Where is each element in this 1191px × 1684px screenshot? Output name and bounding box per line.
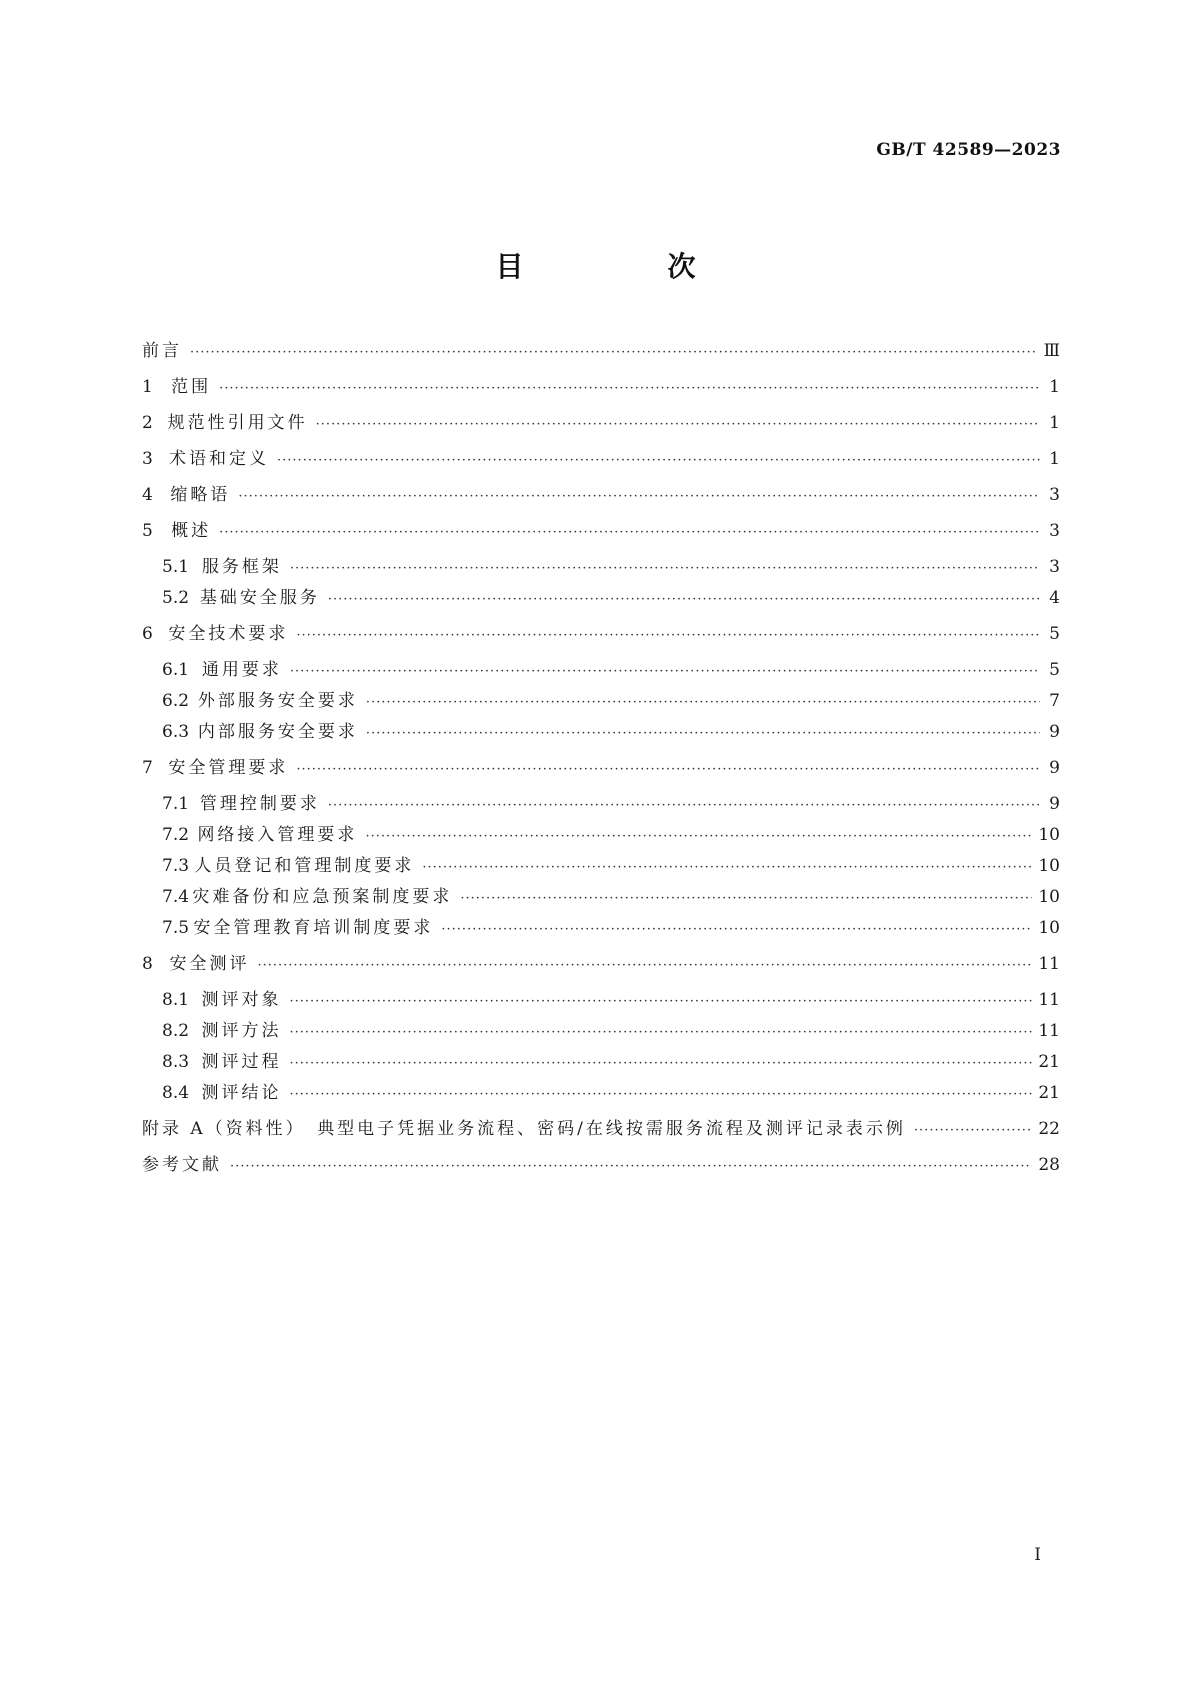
toc-entry-page: 11 <box>1038 1021 1060 1041</box>
toc-entry-number: 5 <box>142 521 153 541</box>
toc-entry-number: 2 <box>142 413 153 433</box>
toc-dot-leader <box>289 1084 1032 1106</box>
page-number: I <box>1034 1545 1041 1565</box>
toc-entry-page: 10 <box>1038 918 1060 938</box>
toc-entry-page: 9 <box>1049 758 1060 778</box>
toc-entry-page: 10 <box>1038 856 1060 876</box>
toc-entry[interactable] <box>142 886 1060 910</box>
toc-entry-page: 11 <box>1038 990 1060 1010</box>
toc-entry-label: 测评方法 <box>201 1021 282 1041</box>
toc-entry[interactable] <box>142 953 1060 977</box>
toc-entry-label: 安全测评 <box>169 954 250 974</box>
toc-entry-label: 基础安全服务 <box>199 588 320 608</box>
toc-entry-label: 范围 <box>171 377 212 397</box>
toc-entry-label: 缩略语 <box>170 485 231 505</box>
toc-dot-leader <box>328 589 1040 611</box>
toc-entry-page: 1 <box>1049 413 1060 433</box>
toc-entry-page: 10 <box>1038 825 1060 845</box>
toc-entry-label: 测评结论 <box>201 1083 282 1103</box>
toc-entry[interactable] <box>142 659 1060 683</box>
toc-entry-page: 1 <box>1049 377 1060 397</box>
toc-entry[interactable] <box>142 340 1060 364</box>
toc-dot-leader <box>290 661 1040 683</box>
toc-entry[interactable] <box>142 412 1060 436</box>
toc-entry[interactable] <box>142 520 1060 544</box>
toc-entry-page: 21 <box>1038 1052 1060 1072</box>
toc-dot-leader <box>422 857 1032 879</box>
toc-dot-leader <box>328 795 1040 817</box>
toc-entry-number: 7.4 <box>162 887 190 907</box>
toc-entry-number: 7.5 <box>162 918 190 938</box>
toc-entry-page: 5 <box>1049 624 1060 644</box>
toc-dot-leader <box>219 378 1040 400</box>
toc-entry-number: 8 <box>142 954 153 974</box>
toc-dot-leader <box>366 723 1040 745</box>
toc-entry-label: 内部服务安全要求 <box>197 722 358 742</box>
toc-entry-label: 规范性引用文件 <box>167 413 308 433</box>
toc-dot-leader <box>238 486 1040 508</box>
toc-entry-label: 参考文献 <box>142 1155 222 1175</box>
toc-entry-label: 网络接入管理要求 <box>197 825 358 845</box>
toc-entry[interactable] <box>142 690 1060 714</box>
toc-dot-leader <box>296 625 1040 647</box>
toc-dot-leader <box>277 450 1040 472</box>
toc-entry-page: 21 <box>1038 1083 1060 1103</box>
toc-entry[interactable] <box>142 793 1060 817</box>
toc-entry-page: 3 <box>1049 485 1060 505</box>
toc-entry-number: 7.1 <box>162 794 190 814</box>
toc-entry-number: 3 <box>142 449 153 469</box>
toc-entry[interactable] <box>142 484 1060 508</box>
toc-dot-leader <box>441 919 1032 941</box>
toc-dot-leader <box>914 1120 1032 1142</box>
toc-entry-number: 7.2 <box>162 825 190 845</box>
toc-entry-page: 11 <box>1038 954 1060 974</box>
toc-entry-number: 6.1 <box>162 660 190 680</box>
toc-dot-leader <box>257 955 1032 977</box>
toc-entry[interactable] <box>142 721 1060 745</box>
toc-entry[interactable] <box>142 824 1060 848</box>
toc-entry-label: 概述 <box>171 521 212 541</box>
toc-dot-leader <box>290 558 1040 580</box>
toc-entry-label: 人员登记和管理制度要求 <box>194 856 415 876</box>
toc-entry-page: 28 <box>1038 1155 1060 1175</box>
toc-entry-number: 7 <box>142 758 153 778</box>
toc-entry[interactable] <box>142 623 1060 647</box>
toc-entry-page: 3 <box>1049 521 1060 541</box>
toc-entry-number: 1 <box>142 377 153 397</box>
toc-entry-page: 22 <box>1038 1119 1060 1139</box>
toc-entry-page: 10 <box>1038 887 1060 907</box>
toc-entry-label: 通用要求 <box>201 660 282 680</box>
toc-entry[interactable] <box>142 917 1060 941</box>
toc-entry-number: 8.3 <box>162 1052 190 1072</box>
toc-entry-number: 6.2 <box>162 691 190 711</box>
toc-entry[interactable] <box>142 757 1060 781</box>
toc-entry[interactable] <box>142 556 1060 580</box>
toc-entry-label: 外部服务安全要求 <box>197 691 358 711</box>
toc-entry-label: 测评过程 <box>201 1052 282 1072</box>
toc-entry[interactable] <box>142 989 1060 1013</box>
toc-entry-page: 4 <box>1049 588 1060 608</box>
toc-entry-label: 附录 A（资料性） 典型电子凭据业务流程、密码/在线按需服务流程及测评记录表示例 <box>142 1119 906 1139</box>
toc-dot-leader <box>190 342 1038 364</box>
toc-entry-number: 7.3 <box>162 856 190 876</box>
toc-entry-number: 8.1 <box>162 990 190 1010</box>
toc-dot-leader <box>296 759 1040 781</box>
toc-dot-leader <box>289 1053 1032 1075</box>
toc-entry-page: 7 <box>1049 691 1060 711</box>
toc-entry-label: 术语和定义 <box>169 449 270 469</box>
toc-entry-page: 1 <box>1049 449 1060 469</box>
toc-entry[interactable] <box>142 1051 1060 1075</box>
toc-entry-number: 6.3 <box>162 722 190 742</box>
toc-entry[interactable] <box>142 855 1060 879</box>
toc-entry-label: 安全技术要求 <box>168 624 289 644</box>
toc-dot-leader <box>365 826 1032 848</box>
toc-entry-number: 4 <box>142 485 153 505</box>
toc-dot-leader <box>316 414 1040 436</box>
toc-entry[interactable] <box>142 448 1060 472</box>
toc-entry[interactable] <box>142 1154 1060 1178</box>
toc-entry-number: 8.4 <box>162 1083 190 1103</box>
toc-entry[interactable] <box>142 1082 1060 1106</box>
toc-entry-label: 服务框架 <box>201 557 282 577</box>
toc-dot-leader <box>230 1156 1032 1178</box>
document-code: GB/T 42589—2023 <box>876 140 1061 160</box>
toc-entry[interactable] <box>142 587 1060 611</box>
toc-entry-page: 9 <box>1049 794 1060 814</box>
toc-entry-page: 5 <box>1049 660 1060 680</box>
toc-entry-page: Ⅲ <box>1043 341 1060 361</box>
toc-entry[interactable] <box>142 1118 1060 1142</box>
table-of-contents <box>142 340 1060 1178</box>
toc-dot-leader <box>289 991 1032 1013</box>
toc-entry[interactable] <box>142 1020 1060 1044</box>
toc-entry[interactable] <box>142 376 1060 400</box>
toc-entry-label: 灾难备份和应急预案制度要求 <box>192 887 453 907</box>
toc-dot-leader <box>366 692 1040 714</box>
toc-dot-leader <box>219 522 1040 544</box>
toc-entry-label: 前言 <box>142 341 182 361</box>
toc-entry-number: 5.2 <box>162 588 190 608</box>
toc-entry-label: 管理控制要求 <box>199 794 320 814</box>
toc-entry-number: 8.2 <box>162 1021 190 1041</box>
toc-entry-page: 3 <box>1049 557 1060 577</box>
toc-dot-leader <box>460 888 1032 910</box>
toc-entry-label: 安全管理要求 <box>168 758 289 778</box>
toc-entry-label: 测评对象 <box>201 990 282 1010</box>
page-title: 目 次 <box>495 250 754 283</box>
toc-entry-page: 9 <box>1049 722 1060 742</box>
toc-entry-label: 安全管理教育培训制度要求 <box>193 918 434 938</box>
toc-entry-number: 5.1 <box>162 557 190 577</box>
toc-entry-number: 6 <box>142 624 153 644</box>
toc-dot-leader <box>289 1022 1032 1044</box>
